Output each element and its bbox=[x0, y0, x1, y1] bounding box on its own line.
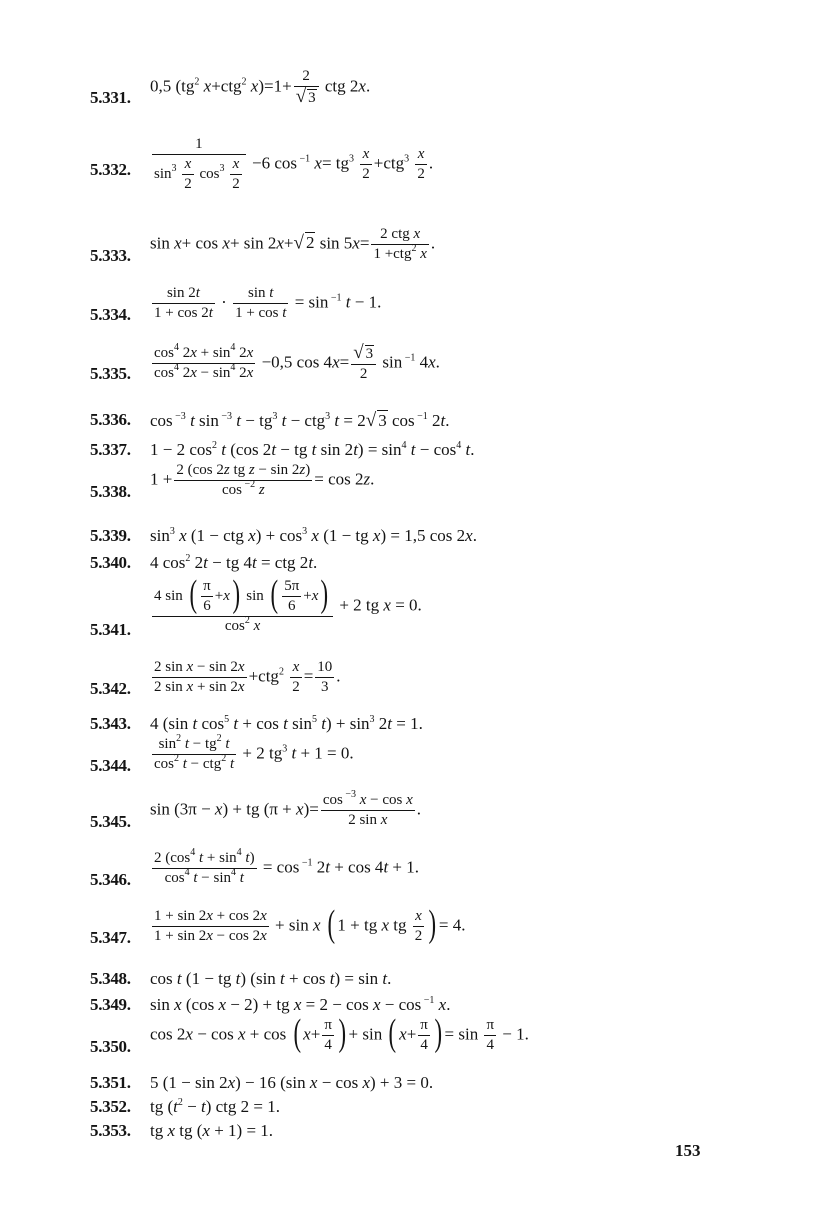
problem-number: 5.341. bbox=[90, 620, 131, 639]
problem-equation: sin x (cos x − 2) + tg x = 2 − cos x − cos $^{-1}$ x. bbox=[150, 995, 451, 1014]
problem-equation: $\frac{\sin 2t}{1 + \cos 2t}$ · $\frac{\text{sin t}}{\text{1 + cos t}}$ = sin $^{-1}$ t − 1. bbox=[154, 285, 382, 321]
problem-equation: tg x tg (x + 1) = 1. bbox=[150, 1121, 274, 1140]
problem-equation: 4 $\cos^2 2t$ − tg 4t = ctg 2t. bbox=[150, 553, 318, 572]
problem-equation: $\sin^3 x$ (1 − ctg $x) + \cos^3 x$ (1 − tg x) = 1,5 cos 2x. bbox=[150, 526, 477, 545]
problem-equation: $\frac{1 + \sin 2x + \cos 2x}{1 + \sin 2x - \cos 2x}$ + sin x ( 1 + tg x tg $\frac{x}{2}$ ) = 4. bbox=[154, 903, 466, 946]
problem-number: 5.337. bbox=[90, 440, 131, 459]
problem-equation: 1 − 2 $\cos^2 t$ (cos 2t − tg t $\sin 2t) = \sin^4 t - \cos^4 t$. bbox=[150, 440, 475, 459]
problem-number: 5.339. bbox=[90, 526, 131, 545]
problem-number: 5.334. bbox=[90, 305, 131, 324]
problem-equation: 0,5 ($tg^2$ x+ctg$^2$ x)=1+ $\frac{2}{√ 3}$ ctg 2x. bbox=[150, 68, 371, 107]
problem-equation: $\frac{\sin^2 t - tg^2 t}{\cos^2 t - ctg^2 t}$ + 2 $tg^3$ t + 1 = 0. bbox=[154, 733, 354, 772]
problem-equation: $\frac{\text{2 sin x − sin 2x}}{\text{2 sin x + sin 2x}}$ +ctg$^2$ $\frac{x}{2}$ = $\frac{10}{3}$ . bbox=[154, 659, 341, 695]
problem-equation: cos $^{-3}$ t sin $^{-3}$ $t - tg^3$ t − ctg$^3$ t = 2√ 3 cos $^{-1}$ 2t. bbox=[150, 410, 450, 431]
problem-equation: sin x+ cos x+ sin 2x+√ 2 sin 5x= $\frac{\text{2 ctg x}}{1 +ctg^2 x}$ . bbox=[150, 226, 436, 262]
problem-number: 5.349. bbox=[90, 995, 131, 1014]
problem-number: 5.351. bbox=[90, 1073, 131, 1092]
problem-equation: 5 (1 − sin 2x) − 16 (sin x − cos x) + 3 = 0. bbox=[150, 1073, 434, 1092]
problem-equation: 4 sin ( $\frac{\pi}{6}$ +x) sin ( $\frac{5\pi}{6}$ +x) $\cos^2 x$ + 2 tg x = 0. bbox=[154, 572, 422, 634]
problem-number: 5.335. bbox=[90, 364, 131, 383]
problem-number: 5.347. bbox=[90, 928, 131, 947]
problem-number: 5.340. bbox=[90, 553, 131, 572]
problem-number: 5.333. bbox=[90, 246, 131, 265]
problem-number: 5.343. bbox=[90, 714, 131, 733]
problem-equation: 4 (sin t $\cos^5 t + \cos t$ $\sin^5 t) + \sin^3 2t = 1$. bbox=[150, 714, 423, 733]
problem-number: 5.331. bbox=[90, 88, 131, 107]
problem-equation: 1 $\sin^3$ $\frac{x}{2}$ $\cos^3$ $\frac{x}{2}$ −6 cos $^{-1}$ $x= tg^3$ $\frac{x}{2}$ +ctg$^3$ $\frac{x}{2}$ . bbox=[154, 136, 434, 192]
problem-equation: cos t (1 − tg t) (sin t + cos t) = sin t. bbox=[150, 969, 392, 988]
problem-number: 5.338. bbox=[90, 482, 131, 501]
problem-equation: sin (3π − x) + tg (π + x)= $\frac{\cos ^{-3} x - \cos x}{\text{2 sin x}}$ . bbox=[150, 789, 422, 828]
problem-number: 5.353. bbox=[90, 1121, 131, 1140]
problem-number: 5.352. bbox=[90, 1097, 131, 1116]
problem-number: 5.342. bbox=[90, 679, 131, 698]
page-number: 153 bbox=[675, 1141, 701, 1160]
problem-number: 5.332. bbox=[90, 160, 131, 179]
problem-equation: cos 2x − cos x + cos ( x+ $\frac{\pi}{4}$ ) + sin ( x+ $\frac{\pi}{4}$ ) = sin $\frac{\pi}{4}$ − 1. bbox=[150, 1012, 529, 1055]
problem-number: 5.336. bbox=[90, 410, 131, 429]
problem-number: 5.346. bbox=[90, 870, 131, 889]
problem-number: 5.345. bbox=[90, 812, 131, 831]
problem-number: 5.348. bbox=[90, 969, 131, 988]
problem-equation: tg $(t^2 - t)$ ctg 2 = 1. bbox=[150, 1097, 280, 1116]
problem-equation: 1 + $\frac{\text{2 (cos 2z tg z − sin 2z)}}{\cos ^{-2} z}$ = cos 2z. bbox=[150, 462, 375, 498]
problem-number: 5.350. bbox=[90, 1037, 131, 1056]
problem-number: 5.344. bbox=[90, 756, 131, 775]
problem-equation: $\frac{2 (\cos^4 t + \sin^4 t)}{\cos^4 t - \sin^4 t}$ = cos $^{-1}$ 2t + cos 4t + 1. bbox=[154, 847, 420, 886]
problem-equation: $\frac{\cos^4 2x + \sin^4 2x}{\cos^4 2x - \sin^4 2x}$ −0,5 cos 4x= $\frac{√ 3}{2}$ sin $^{-1}$ 4x. bbox=[154, 342, 440, 382]
